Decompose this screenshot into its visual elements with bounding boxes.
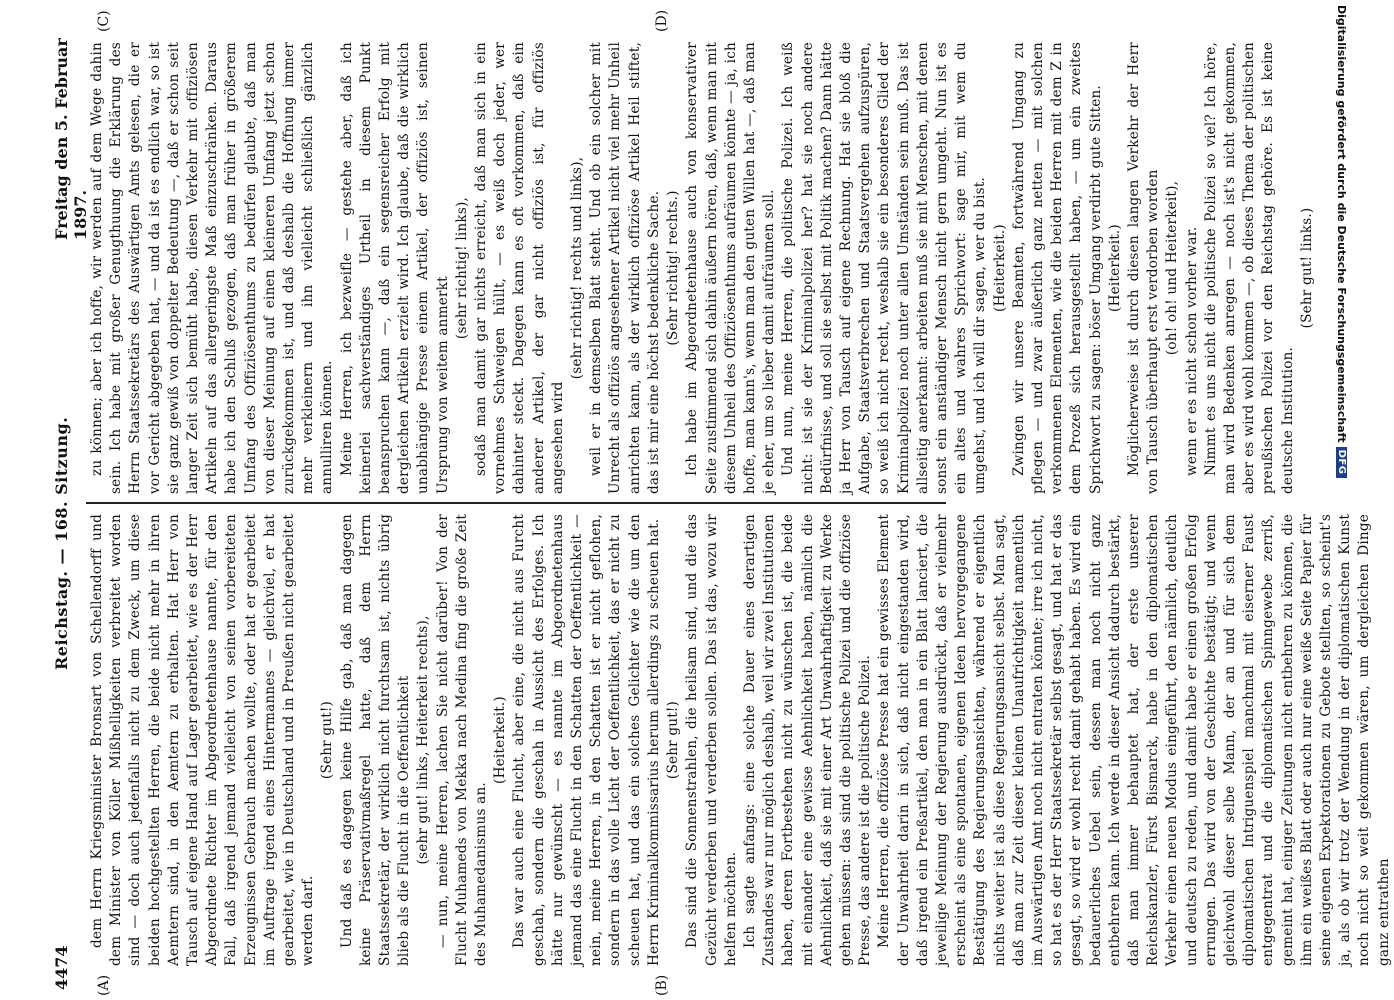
page-number: 4474 (52, 945, 71, 990)
paragraph: wenn er es nicht schon vorher war. (1183, 226, 1200, 476)
margin-marker-c: (C) (96, 10, 112, 32)
paragraph: Zwingen wir unsere Beamten, fortwährend Umgang zu pflegen — und zwar äußerlich ganz netten — mit solchen verkommenen Elementen, wie die beiden Herren mit dem Z in dem Prozeß sich herausgestellt haben, — um ein zweites Sprichwort zu sagen: böser Umgang verdirbt gute Sitten. (1010, 42, 1104, 494)
interjection: (Sehr gut! links.) (1298, 207, 1315, 329)
session-date: Freitag den 5. Februar 1897. (52, 38, 90, 240)
paragraph: dem Herrn Kriegsminister Bronsart von Schellendorff und dem Minister von Köller Mißhelligkeiten verbreitet worden sind — doch auch jedenfalls nicht zu dem Zweck, um diese beiden hochgestellten Herren, die beide nicht mehr in ihren Aemtern sind, in den Aemtern zu erhalten. Hat Herr von Tausch auf eigene Hand auf Lager gearbeitet, wie es der Herr Abgeordnete Richter im Abgeordnetenhause nannte, für den Fall, daß irgend jemand vielleicht von seinen vorbereiteten Erzeugnissen Gebrauch machen wollte, oder hat er gearbeitet im Auftrage irgend eines Hintermannes — gleichviel, er hat gearbeitet, wie in Deutschland und in Preußen nicht gearbeitet werden darf. (89, 514, 317, 966)
paragraph: Ich habe im Abgeordnetenhause auch von konservativer Seite zustimmend sich dahin äußern hören, daß, wenn man mit diesem Unheil des Offiziösenthums aufräumen könnte — ja, ich hoffe, man kann's, wenn man den guten Willen hat —, daß man je eher, um so lieber damit aufräumen soll. (684, 42, 778, 494)
paragraph: Möglicherweise ist durch diesen langen Verkehr der Herr von Tausch überhaupt erst verdorben worden (1125, 42, 1162, 494)
paragraph: Und nun, meine Herren, die politische Polizei. Ich weiß nicht: ist sie der Kriminalpolizei her? hat sie noch andere Bedürfnisse, und soll sie selbst mit Politik machen? Dann hätte ja Herr von Tausch auf eigene Rechnung. Hat sie bloß die Aufgabe, Staatsverbrechen und Staatsvergehen aufzuspüren, so weiß ich nicht recht, weshalb sie ein besonderes Glied der Kriminalpolizei noch unter allen Umständen sein muß. Das ist allseitig anerkannt: arbeiten muß sie mit Menschen, mit denen sonst ein anständiger Mensch nicht gern umgeht. Nun ist es ein altes und wahres Sprichwort: sage mir, mit wem du umgehst, und ich will dir sagen, wer du bist. (780, 42, 989, 494)
right-text-column (88, 42, 1314, 494)
margin-marker-b: (B) (654, 974, 670, 996)
paragraph: Nimmt es uns nicht die politische Polizei so viel? Ich höre, man wird Bedenken anregen — noch ist's nicht gekommen, aber es wird wohl kommen —, ob dieses Thema der politischen preußischen Polizei vor den Reichstag gehöre. Es ist keine deutsche Institution. (1202, 42, 1296, 494)
paragraph: Das war auch eine Flucht, aber eine, die nicht aus Furcht geschah, sondern die geschah in Aussicht des Erfolges. Ich hätte nur gewünscht — es nannte im Abgeordnetenhaus jemand das eine Flucht in den Schatten der Oeffentlichkeit — nein, meine Herren, in den Schatten ist er nicht geflohen, sondern in das volle Licht der Oeffentlichkeit, das er nicht zu scheuen hat, und das ein solches Gelichter wie die um den Herrn Kriminalkommissarius herum allerdings zu scheuen hat. (511, 514, 662, 966)
page-header (0, 0, 90, 1000)
paragraph: Ich sagte anfangs: eine solche Dauer eines derartigen Zustandes war nur möglich deshalb, weil wir zwei Institutionen haben, deren Fortbestehen nicht zu wünschen ist, die beide mit einander eine gewisse Aehnlichkeit haben, nämlich die Aehnlichkeit, daß sie mit einer Art Unwahrhaftigkeit zu Werke gehen müssen: das sind die politische Polizei und die offiziöse Presse, das andere ist die politische Polizei. (741, 514, 874, 966)
interjection: (Heiterkeit.) (1106, 224, 1123, 312)
interjection: (Heiterkeit.) (991, 224, 1008, 312)
interjection: (sehr richtig! links), (453, 196, 470, 340)
credit-text: Digitalisierung gefördert durch die Deutsche Forschungsgemeinschaft (1335, 5, 1348, 443)
margin-marker-a: (A) (96, 974, 112, 996)
interjection: (Sehr gut!) (665, 700, 682, 780)
interjection: (sehr gut! links, Heiterkeit rechts), (415, 615, 432, 865)
paragraph: Und daß es dagegen keine Hilfe gab, daß man dagegen keine Präservativmaßregel hatte, daß dem Herrn Staatssekretär, der wirklich nicht furchtsam ist, nichts übrig blieb als die Flucht in die Oeffentlichkeit (338, 514, 413, 966)
interjection: (Sehr richtig! rechts.) (665, 190, 682, 346)
paragraph: Das sind die Sonnenstrahlen, die heilsam sind, und die das Gezücht verderben und verderben sollen. Das ist das, wozu wir helfen möchten. (684, 514, 739, 966)
paragraph: weil er in demselben Blatt steht. Und ob ein solcher mit Unrecht als offiziös angesehener Artikel nicht viel mehr Unheil anrichten kann, als der wirklich offiziöse Artikel Heil stiftet, das ist mir eine höchst bedenkliche Sache. (588, 42, 662, 494)
paragraph: zu können; aber ich hoffe, wir werden auf dem Wege dahin sein. Ich habe mit großer Genugthuung die Erklärung des Herrn Staatssekretärs des Auswärtigen Amts gelesen, die er vor Gericht abgegeben hat, — und da ist es endlich war, so ist sie ganz gewiß von doppelter Bedeutung —, daß er schon seit langer Zeit sich bemüht habe, diesen Verkehr mit offiziösen Artikeln auf das allergeringste Maß einzuschränken. Daraus habe ich den Schluß gezogen, daß man früher in größerem Umfang des Offiziösenthums zu bedürfen glaubte, daß man von dieser Meinung auf einen kleineren Umfang jetzt schon zurückgekommen ist, und daß deshalb die Hoffnung immer mehr verkleinern und ihn vielleicht schließlich gänzlich annulliren können. (89, 42, 336, 494)
left-text-column (88, 514, 1392, 966)
dfg-logo: DFG (1336, 447, 1347, 478)
interjection: (Heiterkeit.) (492, 696, 509, 784)
paragraph: — nun, meine Herren, lachen Sie nicht darüber! Von der Flucht Muhameds von Mekka nach Medina fing die große Zeit des Muhamedanismus an. (434, 514, 490, 966)
paragraph: Meine Herren, ich bezweifle — gestehe aber, daß ich keinerlei sachverständiges Urtheil in diesem Punkt beanspruchen kann —, daß ein segensreicher Erfolg mit dergleichen Artikeln erzielt wird. Ich glaube, daß die wirklich unabhängige Presse einem Artikel, der offiziös ist, seinen Ursprung von weitem anmerkt (338, 42, 451, 494)
session-title: Reichstag. — 168. Sitzung. (52, 416, 71, 670)
margin-marker-d: (D) (654, 9, 670, 32)
interjection: (Sehr gut!) (319, 700, 336, 780)
paragraph: Meine Herren, die offiziöse Presse hat ein gewisses Element der Unwahrheit darin in sich, daß nicht eingestanden wird, daß irgend ein Preßartikel, den man in ein Blatt lanciert, die jeweilige Meinung der Regierung ausdrückt, daß er vielmehr erscheint als eine spontanen, eigenen Ideen hervorgegangene Bestätigung des Regierungsansichten, während er eigentlich nichts weiter ist als diese Regierungsansicht selbst. Man sagt, daß man zur Zeit dieser kleinen Unaufrichtigkeit namentlich im Auswärtigen Amt noch nicht entraten könnte; irre ich nicht, so hat es der Herr Staatssekretär selbst gesagt, und hat er das gesagt, so wird er wohl recht damit gehabt haben. Es wird ein bedauerliches Uebel sein, dessen man noch nicht ganz entbehren kann. Ich werde in dieser Ansicht dadurch bestärkt, daß man immer behauptet hat, der erste unserer Reichskanzler, Fürst Bismarck, habe in den diplomatischen Verkehr einen neuen Modus eingeführt, den nämlich, deutlich und deutsch zu reden, und damit habe er einen großen Erfolg errungen. Das wird von der Geschichte bestätigt; und wenn gleichwohl dieser selbe Mann, der an und für sich dem diplomatischen Intriguenspiel manchmal mit eiserner Faust entgegentrat und die diplomatischen Spinngewebe zerriß, gemeint hat, einiger Zeitungen nicht entbehren zu können, die ihm ein weißes Blatt oder auch nur eine weiße Seite Papier für seine eigenen Expektorationen zu Gebote stellten, so scheint's ja, als ob wir trotz der Wendung in der diplomatischen Kunst noch nicht so weit gekommen wären, um dergleichen Dinge ganz entrathen (876, 514, 1392, 966)
column-divider (86, 503, 946, 505)
paragraph: sodaß man damit gar nichts erreicht, daß man sich in ein vornehmes Schweigen hüllt, — es weiß doch jeder, wer dahinter steckt. Dagegen kann es oft vorkommen, daß ein anderer Artikel, der gar nicht offiziös ist, für offiziös angesehen wird (473, 42, 566, 494)
interjection: (sehr richtig! rechts und links), (569, 156, 586, 380)
interjection: (oh! oh! und Heiterkeit), (1164, 180, 1181, 356)
sidebar-credit (1333, 5, 1350, 995)
